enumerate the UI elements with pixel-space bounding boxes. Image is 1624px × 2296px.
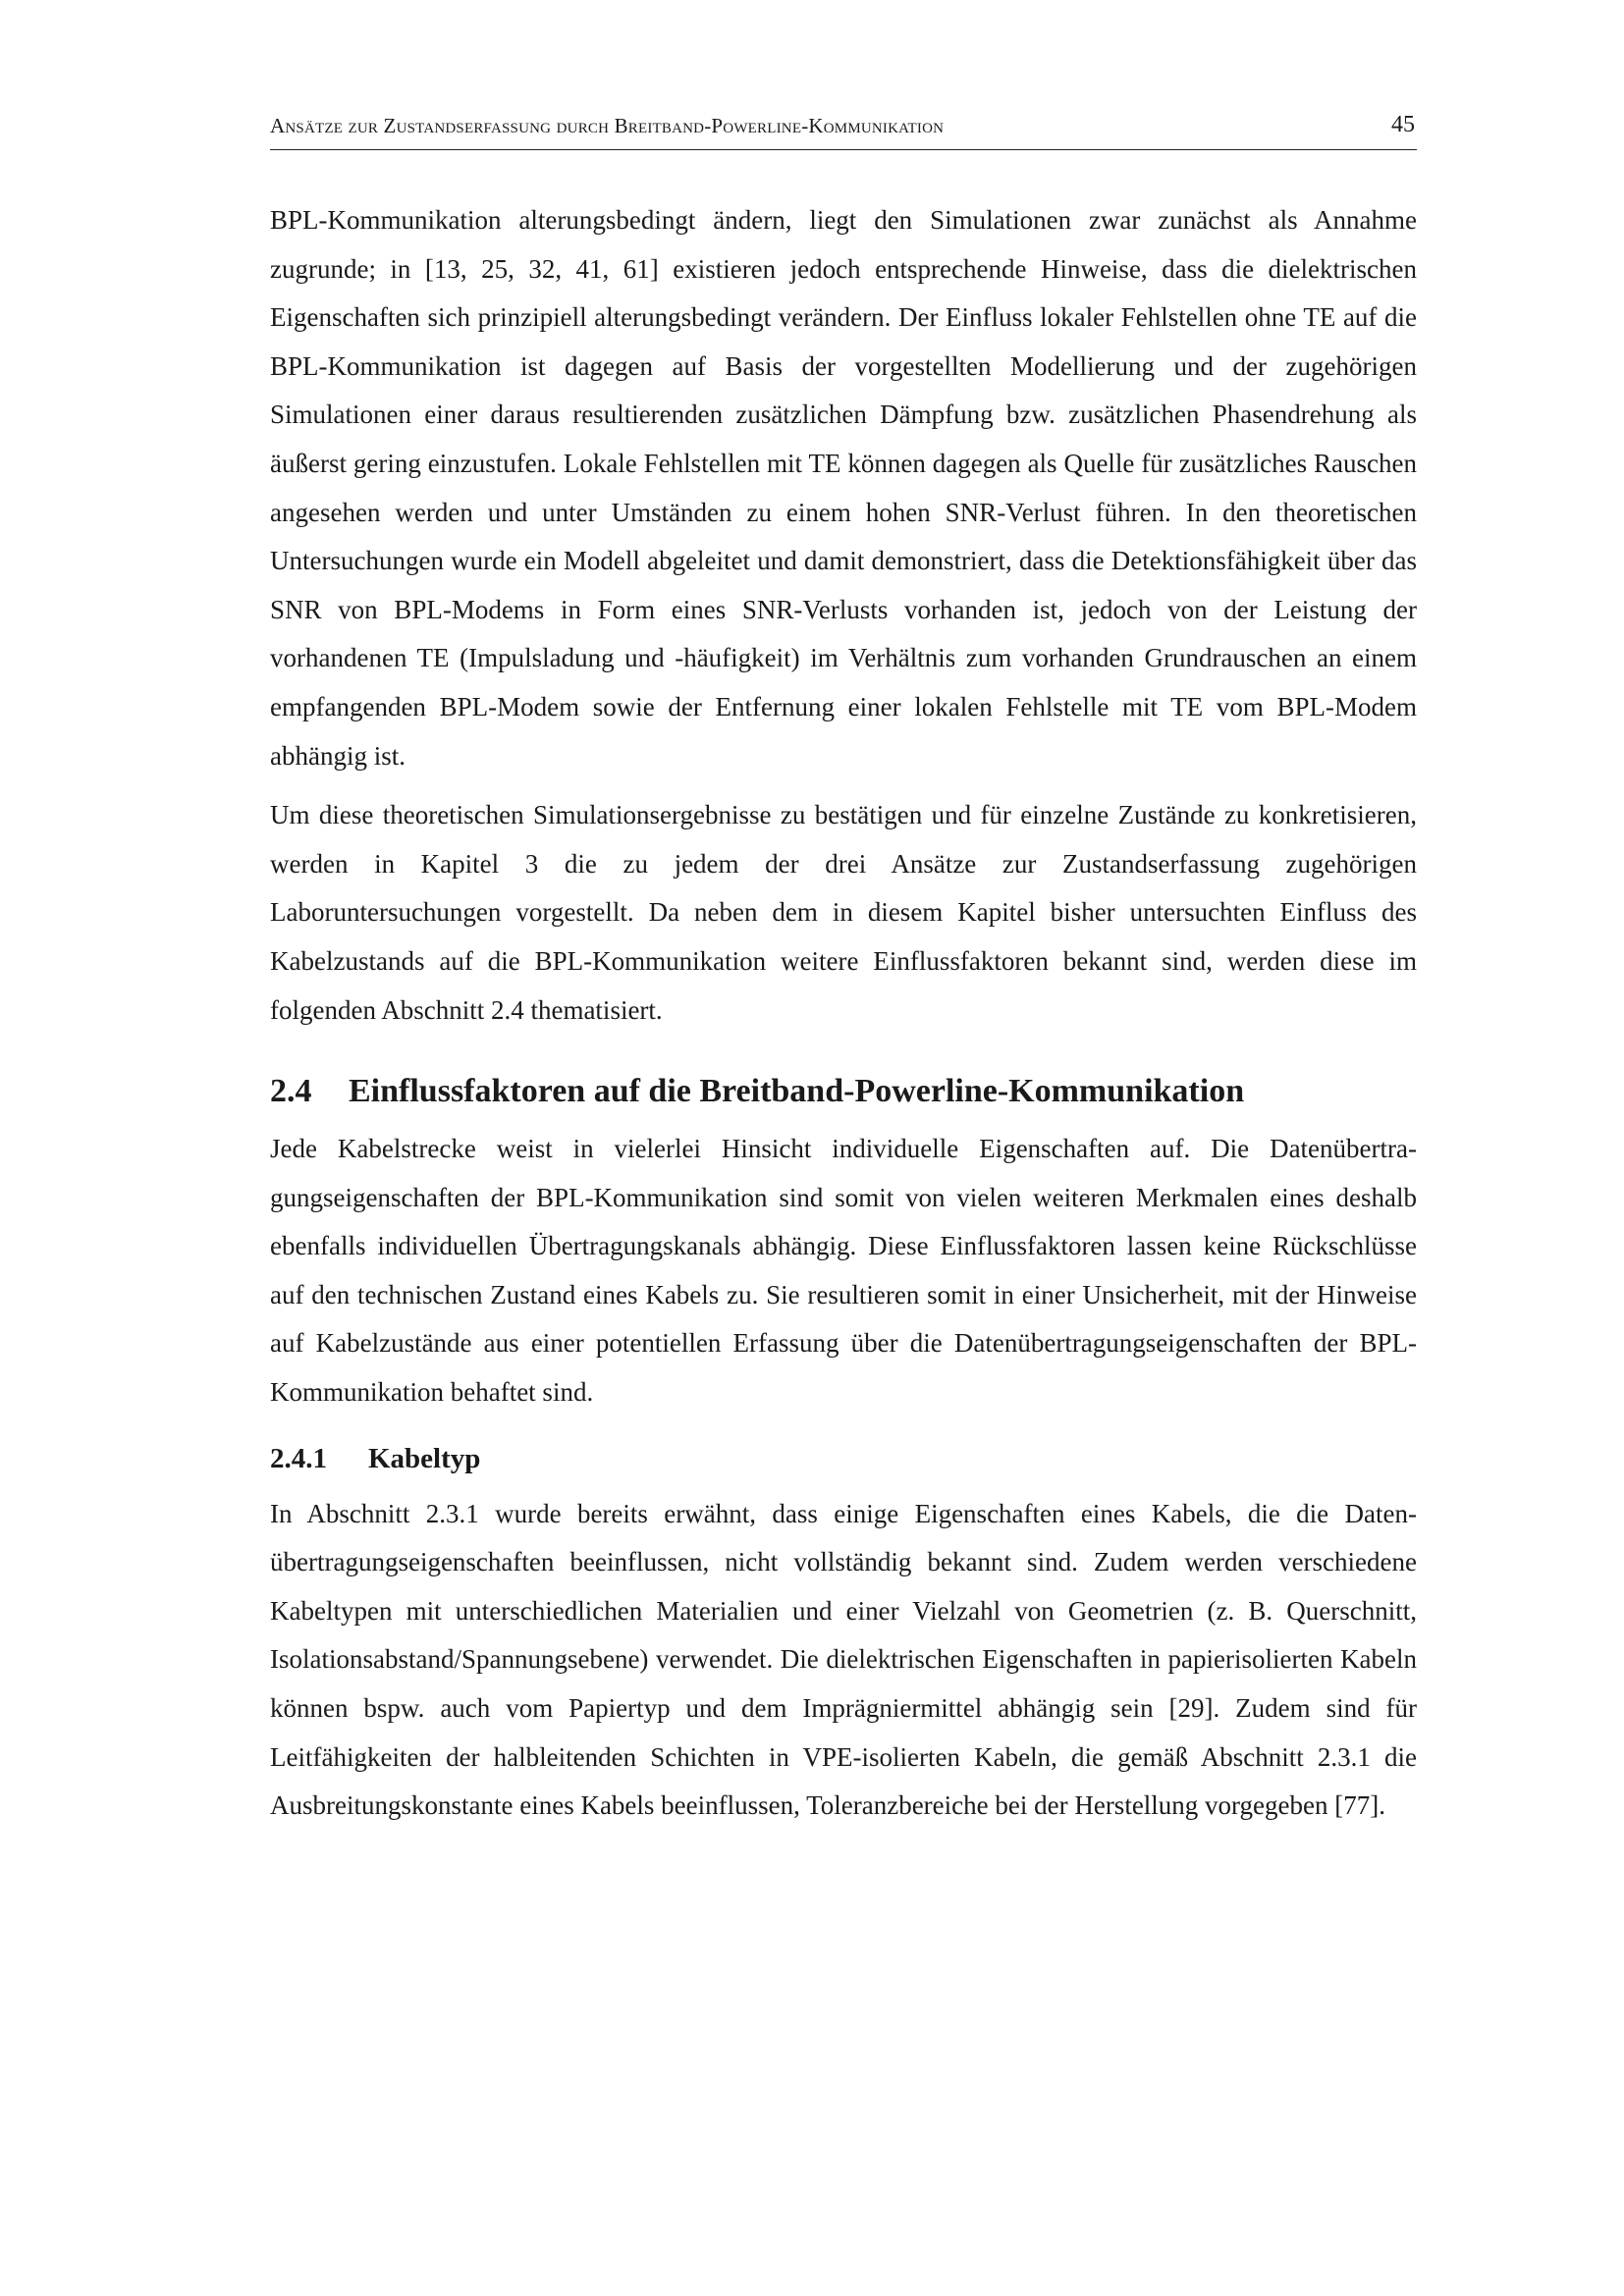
page-header: [270, 110, 1417, 150]
running-title: Ansätze zur Zustandserfassung durch Breitband-Powerline-Kommunikation: [270, 114, 945, 137]
paragraph-2: Um diese theoretischen Simulationsergebnisse zu bestätigen und für einzelne Zustände zu konkretisieren, werden in Kapitel 3 die zu jedem der drei Ansätze zur Zustandserfassung zugehörigen Laboruntersuchungen vorgestellt. Da neben dem in diesem Kapitel bisher untersuchten Einfluss des Kabelzustands auf die BPL-Kommunikation weitere Einflussfaktoren bekannt sind, werden diese im folgenden Abschnitt 2.4 thematisiert.: [270, 800, 1417, 1025]
paragraph-3: Jede Kabelstrecke weist in vielerlei Hinsicht individuelle Eigenschaften auf. Die Datenübertragungseigenschaften der BPL-Kommunikation sind somit von vielen weiteren Merkmalen eines deshalb ebenfalls individuellen Übertragungskanals abhängig. Diese Einflussfaktoren lassen keine Rückschlüsse auf den technischen Zustand eines Kabels zu. Sie resultieren somit in einer Unsicherheit, mit der Hinweise auf Kabelzustände aus einer potentiellen Erfassung über die Datenübertragungseigenschaften der BPL-Kommunikation behaftet sind.: [270, 1134, 1417, 1408]
section-title: Einflussfaktoren auf die Breitband-Powerline-Kommunikation: [349, 1073, 1245, 1110]
page-body: [270, 196, 1417, 1831]
subsection-heading: [270, 1437, 1417, 1480]
section-heading: [270, 1068, 1417, 1115]
paragraph-4: In Abschnitt 2.3.1 wurde bereits erwähnt, dass einige Eigenschaften eines Kabels, die die Datenübertragungseigenschaften beeinflussen, nicht vollständig bekannt sind. Zudem werden verschiedene Kabeltypen mit unterschiedlichen Materialien und einer Vielzahl von Geometrien (z. B. Querschnitt, Isolationsabstand/Spannungsebene) verwendet. Die dielektrischen Eigenschaften in papierisolierten Kabeln können bspw. auch vom Papiertyp und dem Imprägniermittel abhängig sein [29]. Zudem sind für Leitfähigkeiten der halbleitenden Schichten in VPE-isolierten Kabeln, die gemäß Abschnitt 2.3.1 die Ausbreitungskonstante eines Kabels beeinflussen, Toleranzbereiche bei der Herstellung vorgegeben [77].: [270, 1498, 1417, 1821]
section-number: 2.4: [270, 1073, 312, 1110]
subsection-title: Kabeltyp: [368, 1442, 481, 1474]
page-number: 45: [1391, 112, 1415, 137]
subsection-number: 2.4.1: [270, 1442, 327, 1474]
paragraph-1: BPL-Kommunikation alterungsbedingt ändern, liegt den Simulationen zwar zunächst als Annahme zugrunde; in [13, 25, 32, 41, 61] existieren jedoch entsprechende Hinweise, dass die dielektrischen Eigenschaften sich prinzipiell alterungsbedingt verändern. Der Einfluss lokaler Fehlstellen ohne TE auf die BPL-Kommunikation ist dagegen auf Basis der vorgestellten Modellierung und der zugehörigen Simulationen einer daraus resultierenden zusätzlichen Dämpfung bzw. zusätzlichen Phasendrehung als äußerst gering einzustufen. Lokale Fehlstellen mit TE können dagegen als Quelle für zusätzliches Rauschen angesehen werden und unter Umständen zu einem hohen SNR-Verlust führen. In den theoretischen Untersuchungen wurde ein Modell abgeleitet und damit demonstriert, dass die Detektionsfähigkeit über das SNR von BPL-Modems in Form eines SNR-Verlusts vorhanden ist, jedoch von der Leistung der vorhandenen TE (Impulsladung und -häufigkeit) im Verhältnis zum vorhanden Grundrauschen an einem empfangenden BPL-Modem sowie der Entfernung einer lokalen Fehlstelle mit TE vom BPL-Modem abhängig ist.: [270, 205, 1417, 771]
